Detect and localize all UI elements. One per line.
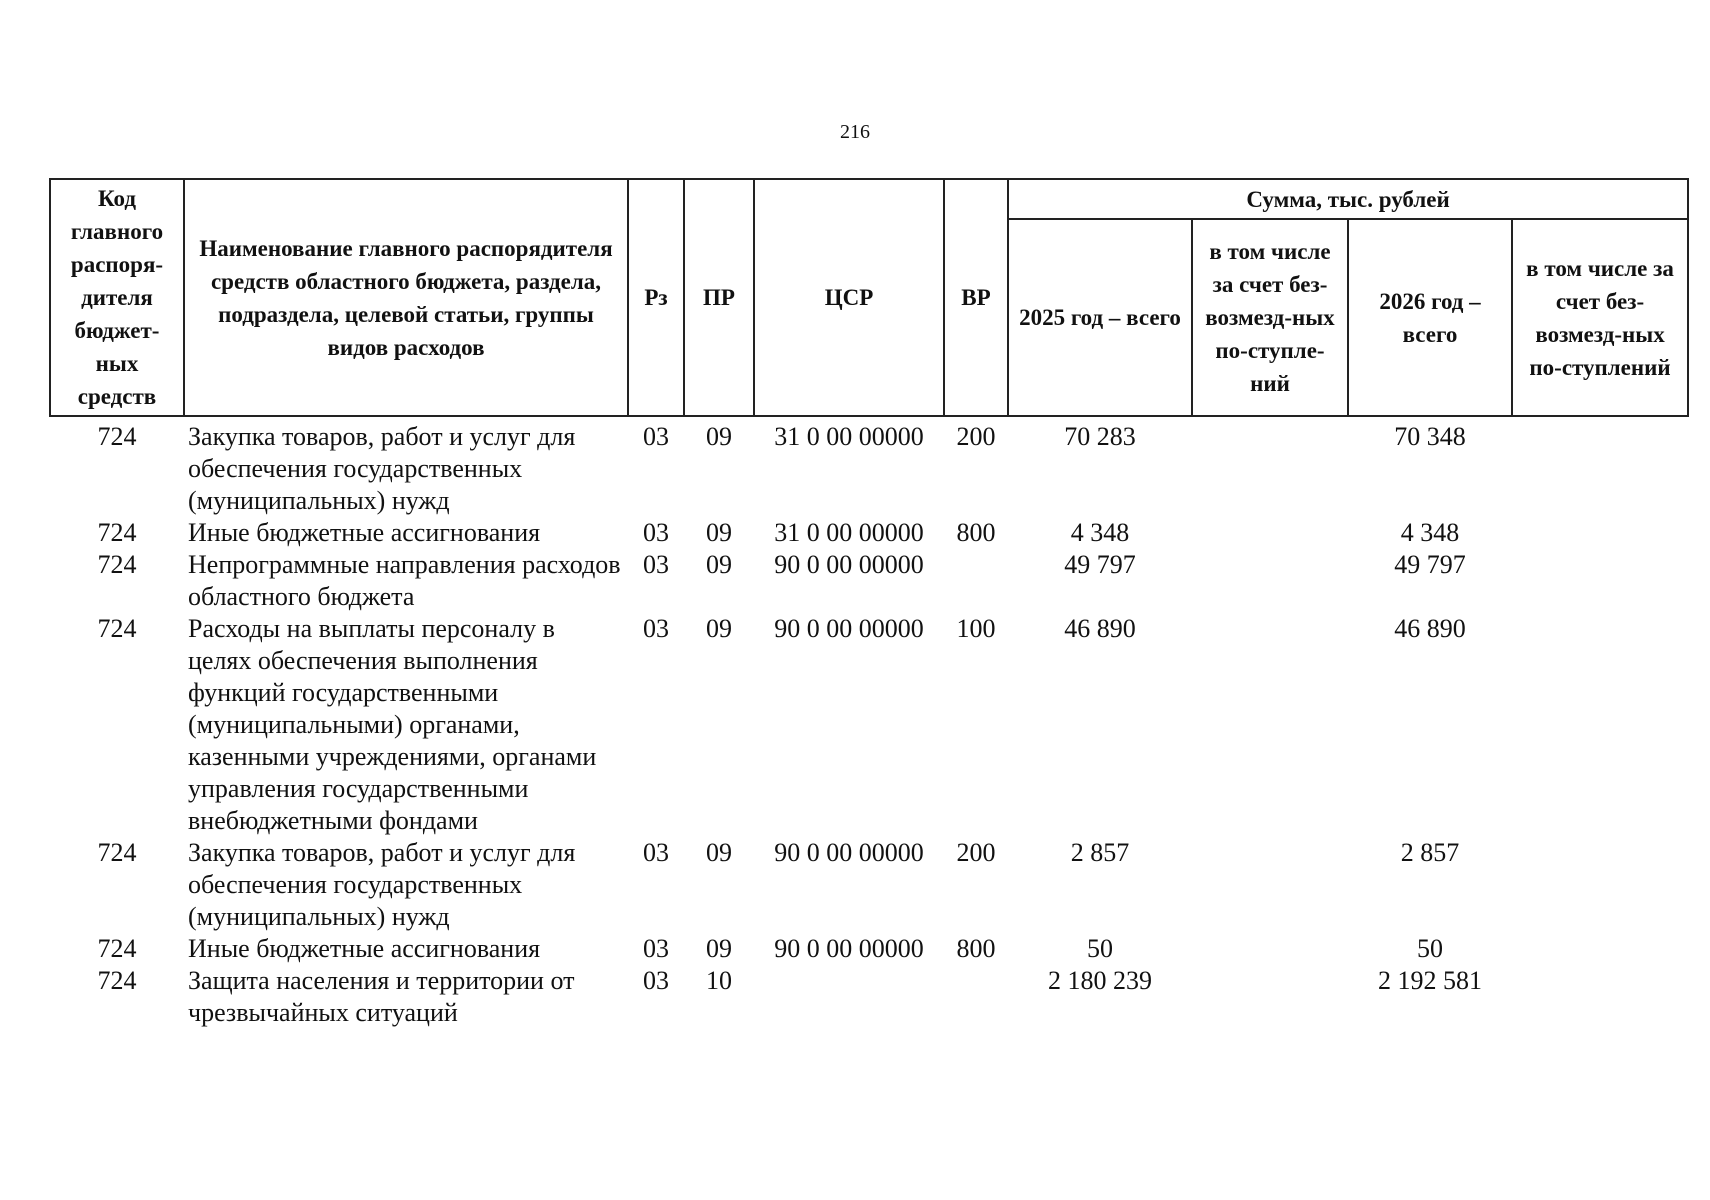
cell-code: 724 (97, 550, 137, 579)
header-csr: ЦСР (754, 179, 944, 416)
cell-2025-grant (1192, 837, 1348, 933)
cell-rz: 03 (643, 550, 669, 579)
cell-2025-grant (1192, 965, 1348, 1029)
cell-pr: 09 (706, 838, 732, 867)
cell-2025-total: 46 890 (1064, 614, 1136, 643)
cell-2026-total: 70 348 (1394, 422, 1466, 451)
cell-csr: 90 0 00 00000 (774, 550, 924, 579)
cell-2025-grant (1192, 933, 1348, 965)
header-2026-total: 2026 год – всего (1348, 219, 1512, 416)
cell-rz: 03 (643, 614, 669, 643)
cell-2026-total: 49 797 (1394, 550, 1466, 579)
cell-csr: 90 0 00 00000 (774, 934, 924, 963)
cell-pr: 10 (706, 966, 732, 995)
header-name: Наименование главного распорядителя средств областного бюджета, раздела, подраздела, целевой статьи, группы видов расходов (184, 179, 628, 416)
budget-table (49, 178, 1689, 1029)
cell-vr: 100 (956, 614, 996, 643)
cell-name: Защита населения и территории от чрезвычайных ситуаций (188, 966, 575, 1027)
table-row (50, 549, 1688, 613)
cell-code: 724 (97, 934, 137, 963)
cell-2026-grant (1512, 416, 1688, 517)
header-2025-grant: в том числе за счет без-возмезд-ных по-ступле-ний (1192, 219, 1348, 416)
cell-rz: 03 (643, 838, 669, 867)
cell-2025-grant (1192, 613, 1348, 837)
cell-name: Расходы на выплаты персоналу в целях обеспечения выполнения функций государственными (муниципальными) органами, казенными учреждениями, органами управления государственными внебюджетными фондами (188, 614, 597, 835)
table-row (50, 613, 1688, 837)
cell-2026-grant (1512, 965, 1688, 1029)
cell-2025-total: 2 180 239 (1048, 966, 1152, 995)
cell-pr: 09 (706, 934, 732, 963)
cell-vr (944, 549, 1008, 613)
cell-csr: 31 0 00 00000 (774, 422, 924, 451)
header-row-top (50, 179, 1688, 219)
cell-vr (944, 965, 1008, 1029)
cell-2026-total: 46 890 (1394, 614, 1466, 643)
cell-2026-grant (1512, 517, 1688, 549)
cell-code: 724 (97, 838, 137, 867)
cell-name: Закупка товаров, работ и услуг для обеспечения государственных (муниципальных) нужд (188, 838, 576, 931)
table-row (50, 517, 1688, 549)
cell-csr: 90 0 00 00000 (774, 838, 924, 867)
header-sum: Сумма, тыс. рублей (1008, 179, 1688, 219)
cell-rz: 03 (643, 934, 669, 963)
table-row (50, 416, 1688, 517)
header-rz: Рз (628, 179, 684, 416)
cell-code: 724 (97, 518, 137, 547)
cell-pr: 09 (706, 550, 732, 579)
cell-2026-grant (1512, 549, 1688, 613)
cell-pr: 09 (706, 518, 732, 547)
cell-2025-total: 2 857 (1070, 838, 1130, 867)
cell-code: 724 (97, 614, 137, 643)
cell-vr: 200 (956, 422, 996, 451)
cell-2025-grant (1192, 549, 1348, 613)
cell-2025-total: 50 (1087, 934, 1113, 963)
table-row (50, 933, 1688, 965)
cell-rz: 03 (643, 422, 669, 451)
cell-rz: 03 (643, 518, 669, 547)
cell-vr: 800 (956, 518, 996, 547)
cell-csr (754, 965, 944, 1029)
cell-name: Закупка товаров, работ и услуг для обеспечения государственных (муниципальных) нужд (188, 422, 576, 515)
cell-pr: 09 (706, 614, 732, 643)
cell-2025-grant (1192, 416, 1348, 517)
table-row (50, 965, 1688, 1029)
cell-2025-total: 70 283 (1064, 422, 1136, 451)
cell-rz: 03 (643, 966, 669, 995)
cell-2025-grant (1192, 517, 1348, 549)
cell-csr: 31 0 00 00000 (774, 518, 924, 547)
cell-vr: 800 (956, 934, 996, 963)
header-2025-total: 2025 год – всего (1008, 219, 1192, 416)
cell-code: 724 (97, 422, 137, 451)
cell-code: 724 (97, 966, 137, 995)
table-row (50, 837, 1688, 933)
cell-name: Иные бюджетные ассигнования (188, 934, 541, 963)
header-code: Код главного распоря-дителя бюджет-ных средств (50, 179, 184, 416)
cell-pr: 09 (706, 422, 732, 451)
cell-2025-total: 4 348 (1070, 518, 1130, 547)
cell-2026-grant (1512, 933, 1688, 965)
cell-csr: 90 0 00 00000 (774, 614, 924, 643)
cell-name: Непрограммные направления расходов областного бюджета (188, 550, 621, 611)
header-2026-grant: в том числе за счет без-возмезд-ных по-ступлений (1512, 219, 1688, 416)
header-vr: ВР (944, 179, 1008, 416)
cell-2026-total: 50 (1417, 934, 1443, 963)
cell-vr: 200 (956, 838, 996, 867)
cell-2025-total: 49 797 (1064, 550, 1136, 579)
cell-2026-total: 2 857 (1400, 838, 1460, 867)
cell-2026-grant (1512, 837, 1688, 933)
page-number: 216 (840, 121, 870, 143)
cell-2026-grant (1512, 613, 1688, 837)
cell-2026-total: 4 348 (1400, 518, 1460, 547)
cell-2026-total: 2 192 581 (1378, 966, 1482, 995)
header-pr: ПР (684, 179, 754, 416)
cell-name: Иные бюджетные ассигнования (188, 518, 541, 547)
